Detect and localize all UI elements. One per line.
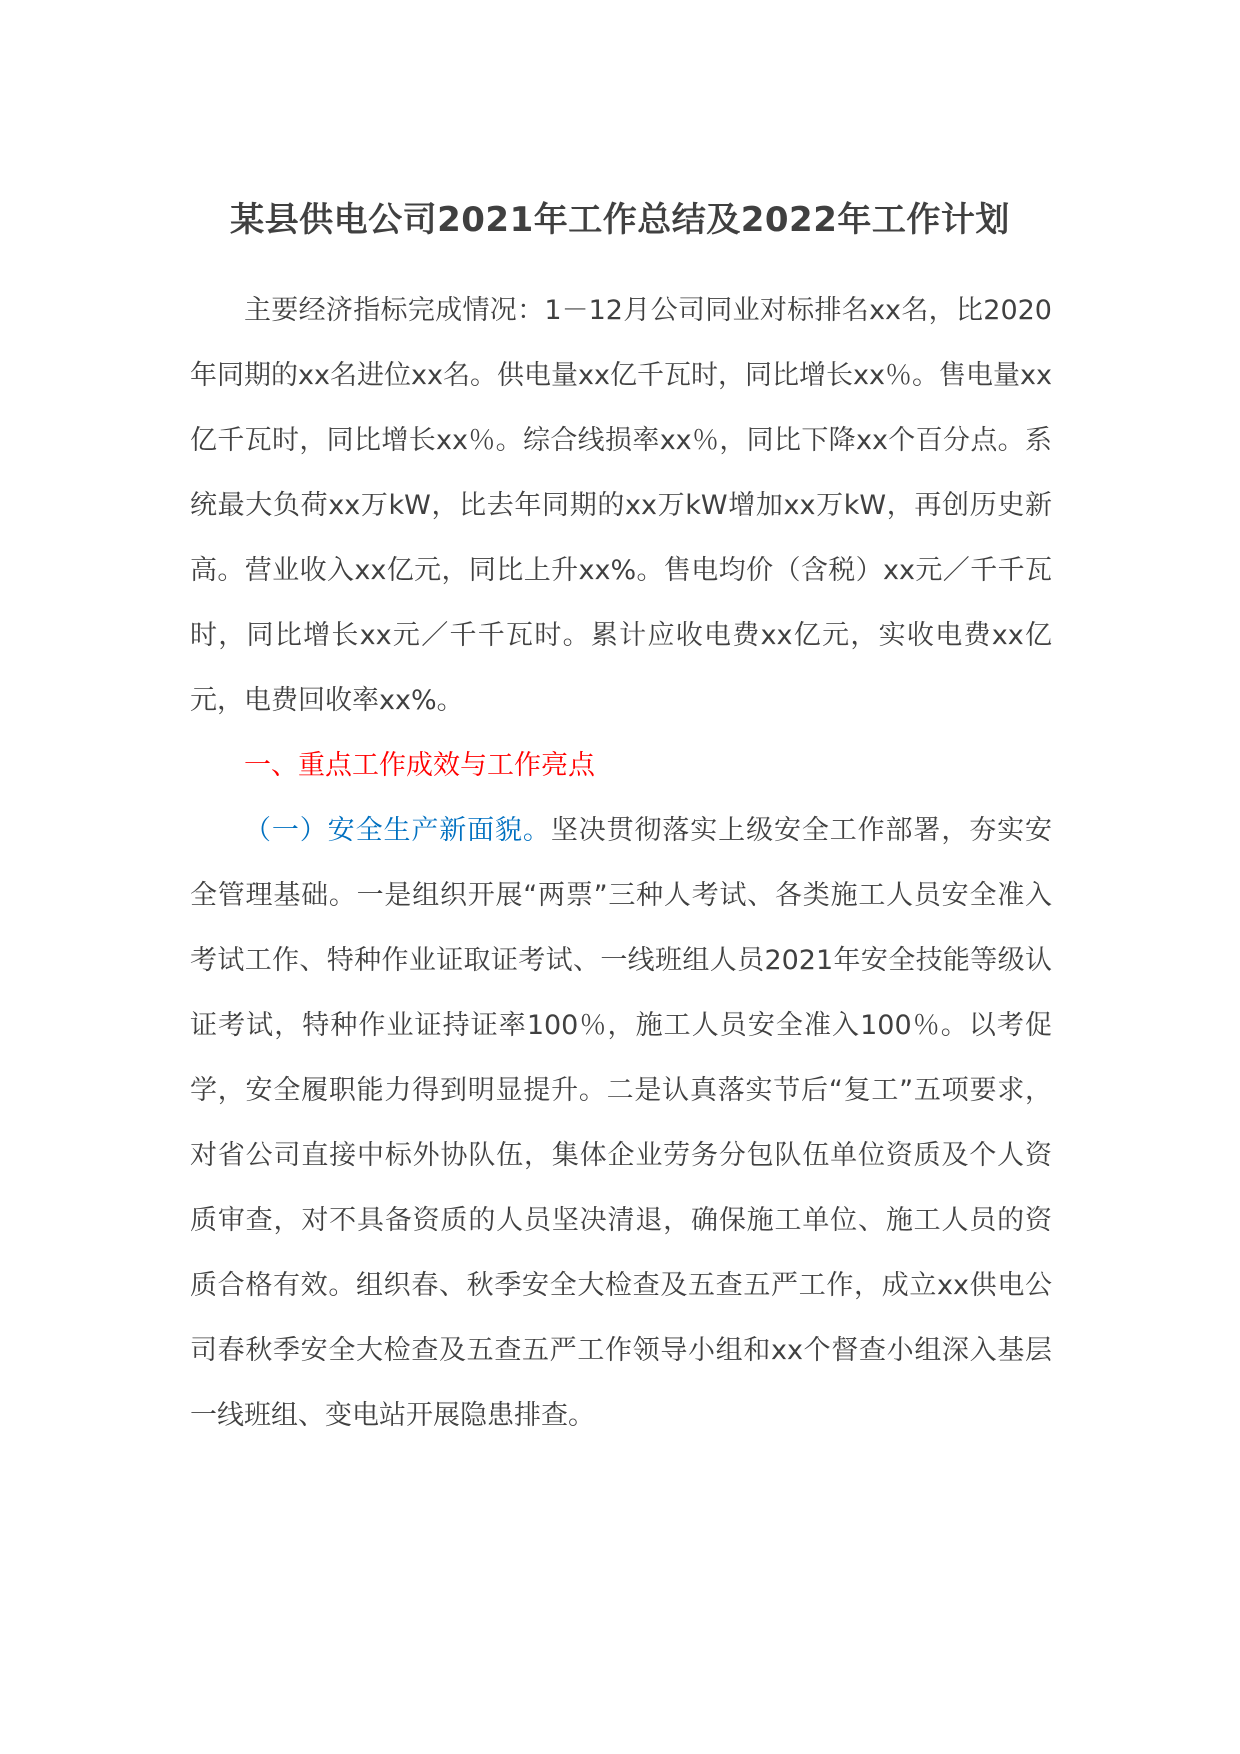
subsection-paragraph [190, 798, 1052, 1448]
subsection-heading: （一）安全生产新面貌。 [244, 815, 551, 846]
section-heading: 一、重点工作成效与工作亮点 [244, 750, 595, 781]
subsection-body: 坚决贯彻落实上级安全工作部署，夯实安全管理基础。一是组织开展“两票”三种人考试、各类施工人员安全准入考试工作、特种作业证取证考试、一线班组人员2021年安全技能等级认证考试，特种作业证持证率100％，施工人员安全准入100％。以考促学，安全履职能力得到明显提升。二是认真落实节后“复工”五项要求，对省公司直接中标外协队伍，集体企业劳务分包队伍单位资质及个人资质审查，对不具备资质的人员坚决清退，确保施工单位、施工人员的资质合格有效。组织春、秋季安全大检查及五查五严工作，成立xx供电公司春秋季安全大检查及五查五严工作领导小组和xx个督查小组深入基层一线班组、变电站开展隐患排查。 [190, 815, 1053, 1431]
intro-paragraph: 主要经济指标完成情况：1－12月公司同业对标排名xx名，比2020年同期的xx名进位xx名。供电量xx亿千瓦时，同比增长xx％。售电量xx亿千瓦时，同比增长xx％。综合线损率xx％，同比下降xx个百分点。系统最大负荷xx万kW，比去年同期的xx万kW增加xx万kW，再创历史新高。营业收入xx亿元，同比上升xx%。售电均价（含税）xx元／千千瓦时，同比增长xx元／千千瓦时。累计应收电费xx亿元，实收电费xx亿元，电费回收率xx%。 [190, 295, 1052, 716]
document-body [190, 278, 1052, 1448]
document-title: 某县供电公司2021年工作总结及2022年工作计划 [230, 200, 1010, 240]
